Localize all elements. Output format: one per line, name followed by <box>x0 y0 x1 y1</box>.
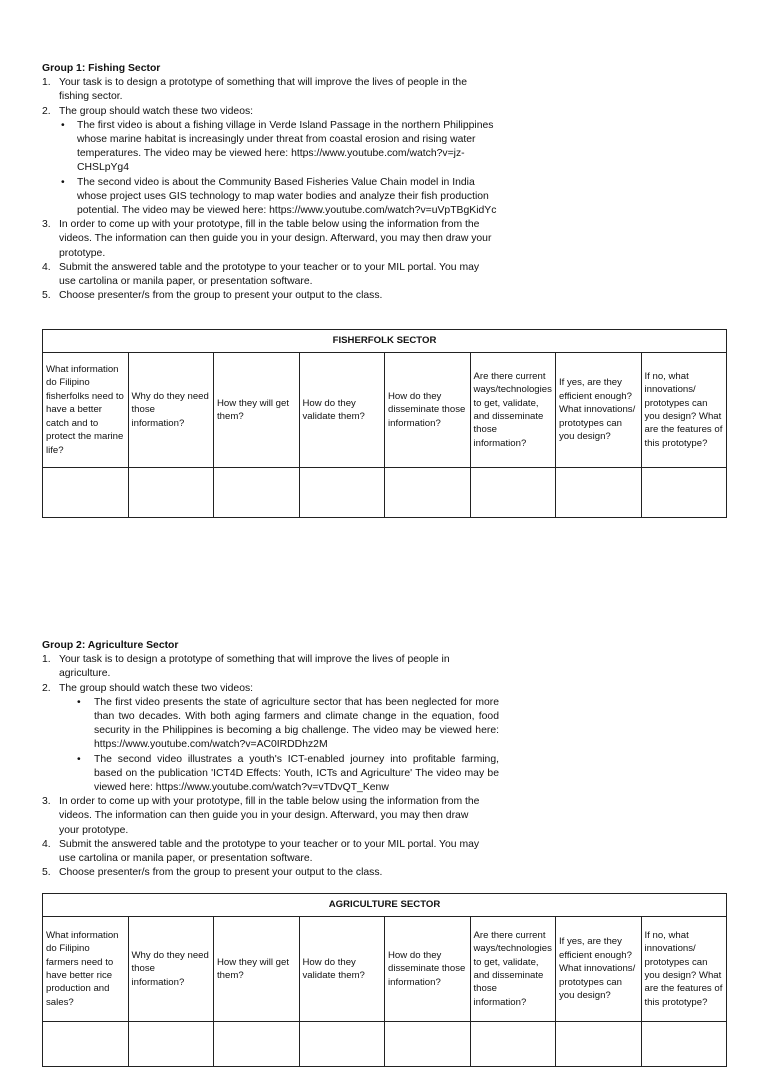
group2-step-3: 3. In order to come up with your prototype, fill in the table below using the information from the videos. The information can then guide you in your design. Afterward, you may then draw your prototype. <box>42 796 480 836</box>
agriculture-answer-cell[interactable] <box>214 1022 300 1067</box>
group2-step-5: 5. Choose presenter/s from the group to present your output to the class. <box>42 867 383 879</box>
group1-step-2: 2. The group should watch these two videos: • The first video is about a fishing village in Verde Island Passage in the northern Philippines whose marine habitat is increasingly under threat from coastal erosion and rising water temperatures. The video may be viewed here: https://www.youtube.com/watch?v=jz-CHSLpYg4 • The second video is about the Community Based Fisheries Value Chain model in India whose project uses GIS technology to map water bodies and analyze their fish production potential. The video may be viewed here: https://www.youtube.com/watch?v=uVpTBgKidYc <box>42 105 727 219</box>
fisherfolk-answer-cell[interactable] <box>128 468 214 518</box>
fisherfolk-col-5: How do they disseminate those information? <box>385 353 471 468</box>
group1-step-4: 4. Submit the answered table and the prototype to your teacher or to your MIL portal. You may use cartolina or manila paper, or presentation software. <box>42 261 480 288</box>
agriculture-answer-cell[interactable] <box>299 1022 385 1067</box>
fisherfolk-answer-cell[interactable] <box>385 468 471 518</box>
group2-video-list <box>59 696 727 795</box>
agriculture-answer-cell[interactable] <box>556 1022 642 1067</box>
fisherfolk-col-6: Are there current ways/technologies to get, validate, and disseminate those information? <box>470 353 556 468</box>
fisherfolk-col-4: How do they validate them? <box>299 353 385 468</box>
agriculture-col-8: If no, what innovations/ prototypes can you design? What are the features of this prototype? <box>641 917 727 1022</box>
group1-video-list <box>59 119 727 218</box>
group2-steps <box>42 653 727 880</box>
fisherfolk-col-3: How they will get them? <box>214 353 300 468</box>
group1-video-2: • The second video is about the Community Based Fisheries Value Chain model in India whose project uses GIS technology to map water bodies and analyze their fish production potential. The video may be viewed here: https://www.youtube.com/watch?v=uVpTBgKidYc <box>61 176 497 217</box>
agriculture-col-5: How do they disseminate those information? <box>385 917 471 1022</box>
group1-section <box>42 62 727 303</box>
group1-video-1: • The first video is about a fishing village in Verde Island Passage in the northern Philippines whose marine habitat is increasingly under threat from coastal erosion and rising water temperatures. The video may be viewed here: https://www.youtube.com/watch?v=jz-CHSLpYg4 <box>61 119 494 174</box>
group2-title: Group 2: Agriculture Sector <box>42 640 179 651</box>
fisherfolk-answer-cell[interactable] <box>214 468 300 518</box>
fisherfolk-sector-table <box>42 329 727 518</box>
fisherfolk-answer-cell[interactable] <box>299 468 385 518</box>
group2-step-1: 1. Your task is to design a prototype of something that will improve the lives of people in agriculture. <box>42 654 450 680</box>
fisherfolk-col-1: What information do Filipino fisherfolks need to have a better catch and to protect the marine life? <box>43 353 129 468</box>
agriculture-col-2: Why do they need those information? <box>128 917 214 1022</box>
agriculture-col-3: How they will get them? <box>214 917 300 1022</box>
agriculture-col-4: How do they validate them? <box>299 917 385 1022</box>
agriculture-col-7: If yes, are they efficient enough? What innovations/ prototypes can you design? <box>556 917 642 1022</box>
fisherfolk-answer-cell[interactable] <box>43 468 129 518</box>
fisherfolk-table-title: FISHERFOLK SECTOR <box>43 330 727 353</box>
fisherfolk-col-8: If no, what innovations/ prototypes can you design? What are the features of this prototype? <box>641 353 727 468</box>
group1-steps <box>42 76 727 303</box>
agriculture-answer-cell[interactable] <box>385 1022 471 1067</box>
agriculture-answer-cell[interactable] <box>43 1022 129 1067</box>
agriculture-answer-cell[interactable] <box>470 1022 556 1067</box>
fisherfolk-col-7: If yes, are they efficient enough? What innovations/ prototypes can you design? <box>556 353 642 468</box>
fisherfolk-answer-cell[interactable] <box>641 468 727 518</box>
agriculture-answer-cell[interactable] <box>641 1022 727 1067</box>
fisherfolk-answer-cell[interactable] <box>470 468 556 518</box>
group1-step-1: 1. Your task is to design a prototype of something that will improve the lives of people in the fishing sector. <box>42 77 467 103</box>
fisherfolk-col-2: Why do they need those information? <box>128 353 214 468</box>
group2-step-4: 4. Submit the answered table and the prototype to your teacher or to your MIL portal. You may use cartolina or manila paper, or presentation software. <box>42 838 480 865</box>
group2-step-2: 2. The group should watch these two videos: • The first video presents the state of agriculture sector that has been neglected for more than two decades. With both aging farmers and climate change in the equation, food security in the Philippines is becoming a big challenge. The video may be viewed here: https://www.youtube.com/watch?v=AC0IRDDhz2M • The second video illustrates a youth's ICT-enabled journey into profitable farming, based on the publication 'ICT4D Effects: Youth, ICTs and Agriculture' The video may be viewed here: https://www.youtube.com/watch?v=vTDvQT_Kenw <box>42 682 727 796</box>
group2-section <box>42 639 727 880</box>
agriculture-col-1: What information do Filipino farmers need to have better rice production and sales? <box>43 917 129 1022</box>
group1-step-3: 3. In order to come up with your prototype, fill in the table below using the information from the videos. The information can then guide you in your design. Afterward, you may then draw your prototype. <box>42 219 492 259</box>
agriculture-answer-cell[interactable] <box>128 1022 214 1067</box>
group2-video-1: • The first video presents the state of agriculture sector that has been neglected for more than two decades. With both aging farmers and climate change in the equation, food security in the Philippines is becoming a big challenge. The video may be viewed here: https://www.youtube.com/watch?v=AC0IRDDhz2M <box>77 696 499 751</box>
group1-step-5: 5. Choose presenter/s from the group to present your output to the class. <box>42 290 383 302</box>
group2-video-2: • The second video illustrates a youth's ICT-enabled journey into profitable farming, based on the publication 'ICT4D Effects: Youth, ICTs and Agriculture' The video may be viewed here: https://www.youtube.com/watch?v=vTDvQT_Kenw <box>77 753 499 794</box>
fisherfolk-answer-cell[interactable] <box>556 468 642 518</box>
agriculture-sector-table <box>42 893 727 1067</box>
agriculture-col-6: Are there current ways/technologies to get, validate, and disseminate those information? <box>470 917 556 1022</box>
group1-title: Group 1: Fishing Sector <box>42 63 161 74</box>
agriculture-table-title: AGRICULTURE SECTOR <box>43 894 727 917</box>
